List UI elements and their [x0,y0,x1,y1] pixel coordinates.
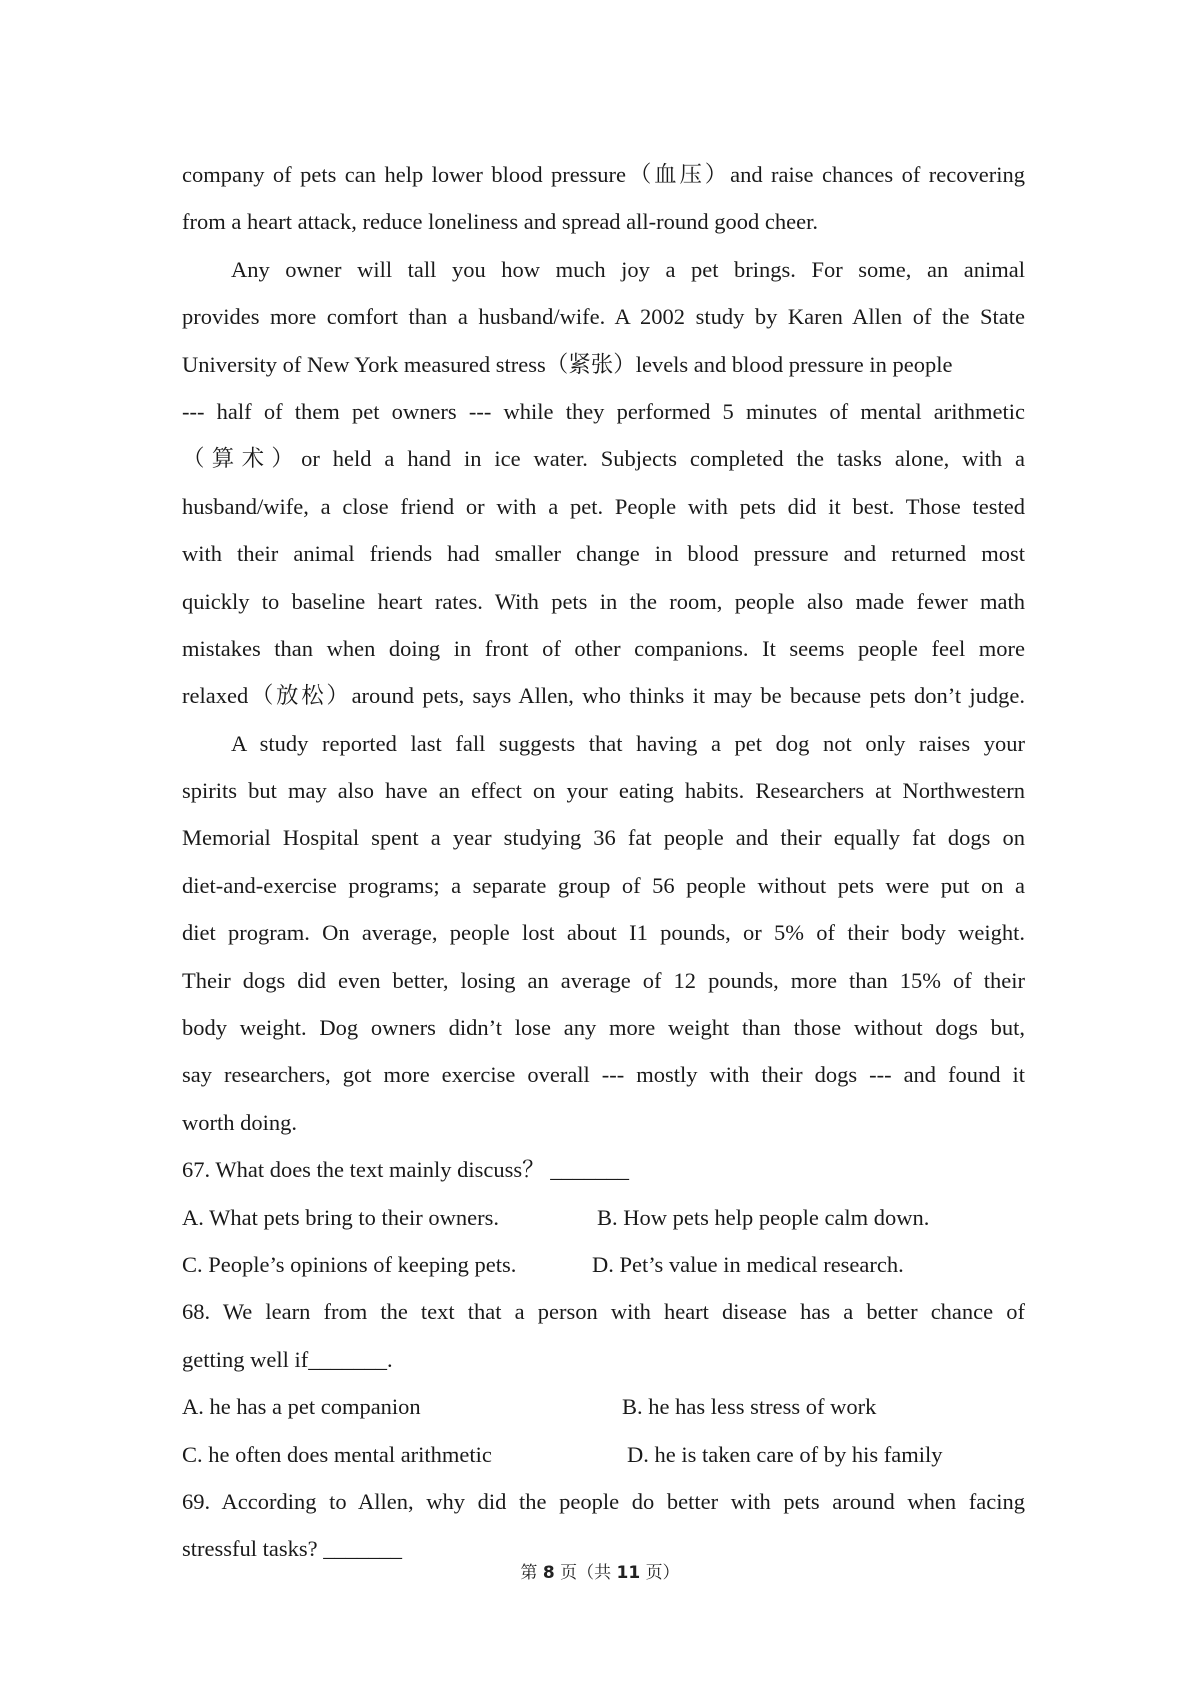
paragraph-line: relaxed（放松）around pets, says Allen, who thinks it may be because pets don’t judge. [182,683,1025,709]
paragraph-line: company of pets can help lower blood pressure（血压）and raise chances of recovering [182,162,1025,187]
paragraph-line: spirits but may also have an effect on your eating habits. Researchers at Northwestern [182,778,1025,804]
paragraph-line: from a heart attack, reduce loneliness and spread all-round good cheer. [182,209,818,235]
passage-paragraph-3 [182,720,1025,1147]
option-row [182,1241,1025,1288]
paragraph-line: University of New York measured stress（紧张）levels and blood pressure in people [182,351,953,377]
footer-page-number: 8 [542,1563,555,1583]
paragraph-line: say researchers, got more exercise overall --- mostly with their dogs --- and found it [182,1062,1025,1088]
passage-paragraph-2 [182,246,1025,720]
page-content [182,151,1025,1573]
paragraph-line: Their dogs did even better, losing an average of 12 pounds, more than 15% of their [182,967,1025,993]
option-b: B. he has less stress of work [622,1394,877,1420]
option-d: D. he is taken care of by his family [627,1441,943,1467]
paragraph-line: diet-and-exercise programs; a separate group of 56 people without pets were put on a [182,872,1025,898]
question-stem: getting well if_______. [182,1346,393,1372]
paragraph-line: （算术）or held a hand in ice water. Subjects completed the tasks alone, with a [182,446,1025,472]
question-stem: 69. According to Allen, why did the people do better with pets around when facing [182,1488,1025,1514]
question-stem: 67. What does the text mainly discuss？ _______ [182,1157,630,1183]
paragraph-line: husband/wife, a close friend or with a pet. People with pets did it best. Those tested [182,493,1025,519]
paragraph-line: mistakes than when doing in front of other companions. It seems people feel more [182,635,1025,661]
paragraph-line: --- half of them pet owners --- while they performed 5 minutes of mental arithmetic [182,398,1025,424]
paragraph-line: Any owner will tall you how much joy a pet brings. For some, an animal [231,256,1025,282]
paragraph-line: quickly to baseline heart rates. With pets in the room, people also made fewer math [182,588,1025,614]
footer-suffix: 页） [645,1563,680,1583]
option-d: D. Pet’s value in medical research. [592,1251,904,1277]
option-row [182,1431,1025,1478]
question-stem: stressful tasks? _______ [182,1536,402,1562]
option-a: A. What pets bring to their owners. [182,1204,500,1230]
question-68 [182,1288,1025,1478]
option-row [182,1383,1025,1430]
question-stem: 68. We learn from the text that a person with heart disease has a better chance of [182,1299,1025,1325]
footer-prefix: 第 [520,1563,538,1583]
option-b: B. How pets help people calm down. [597,1204,930,1230]
paragraph-line: worth doing. [182,1109,297,1135]
paragraph-line: diet program. On average, people lost about I1 pounds, or 5% of their body weight. [182,920,1025,946]
paragraph-line: with their animal friends had smaller change in blood pressure and returned most [182,541,1025,567]
option-a: A. he has a pet companion [182,1394,421,1420]
option-c: C. he often does mental arithmetic [182,1441,492,1467]
paragraph-line: body weight. Dog owners didn’t lose any more weight than those without dogs but, [182,1015,1025,1041]
paragraph-line: Memorial Hospital spent a year studying 36 fat people and their equally fat dogs on [182,825,1025,851]
paragraph-line: provides more comfort than a husband/wife. A 2002 study by Karen Allen of the State [182,304,1025,330]
footer-middle: 页（共 [560,1563,612,1583]
passage-paragraph-1 [182,151,1025,246]
option-c: C. People’s opinions of keeping pets. [182,1251,517,1277]
option-row [182,1194,1025,1241]
page-footer [0,1558,1200,1583]
footer-total-pages: 11 [616,1563,641,1583]
question-67 [182,1146,1025,1288]
paragraph-line: A study reported last fall suggests that having a pet dog not only raises your [231,730,1025,756]
